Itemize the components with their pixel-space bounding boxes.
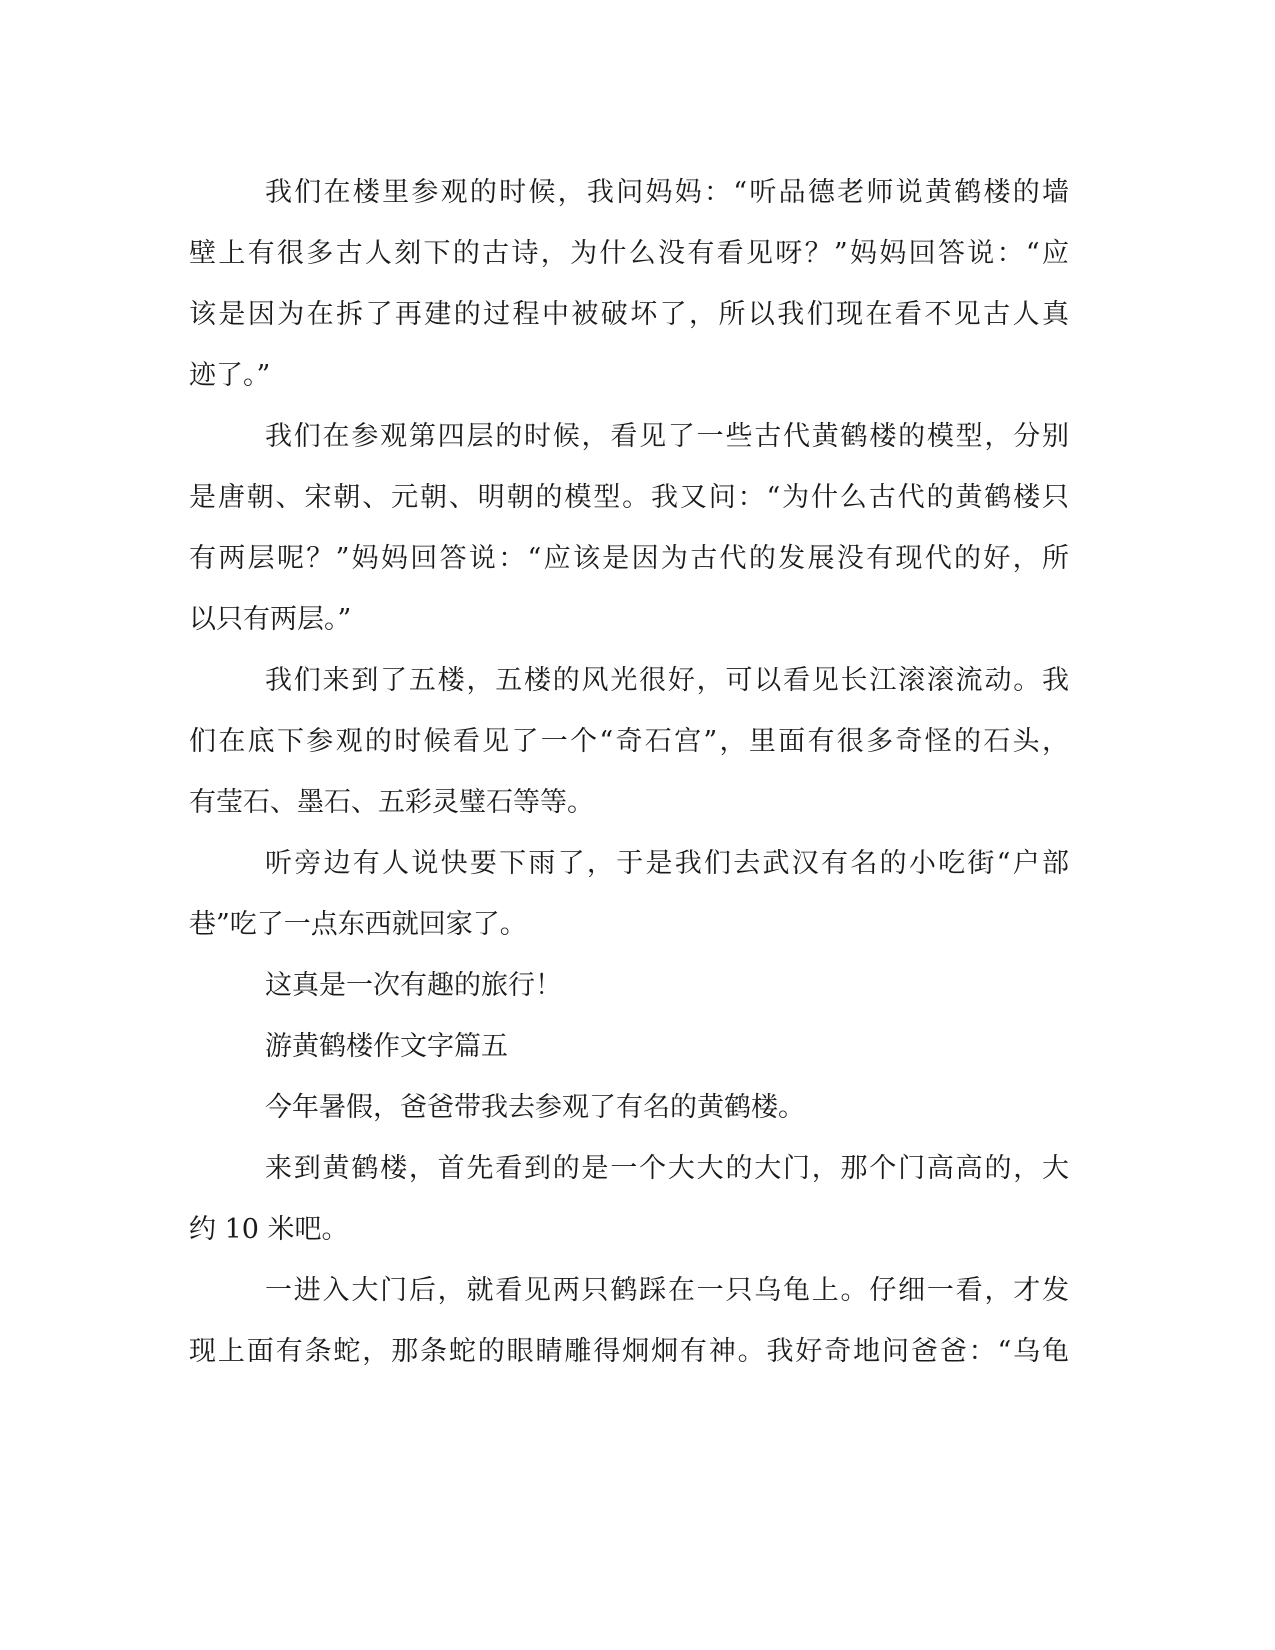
text-line: 迹了。” [189, 360, 271, 391]
paragraph [189, 650, 1069, 833]
text-line: 听旁边有人说快要下雨了，于是我们去武汉有名的小吃街“户部 [265, 848, 1069, 879]
text-line: 游黄鹤楼作文字篇五 [265, 1031, 508, 1062]
text-line: 一进入大门后，就看见两只鹤踩在一只乌龟上。仔细一看，才发 [265, 1275, 1069, 1306]
text-line: 以只有两层。” [189, 604, 352, 635]
text-line: 壁上有很多古人刻下的古诗，为什么没有看见呀？”妈妈回答说：“应 [189, 238, 1069, 269]
paragraph [189, 1077, 1069, 1138]
text-line: 约 10 米吧。 [189, 1214, 349, 1245]
text-line: 我们来到了五楼，五楼的风光很好，可以看见长江滚滚流动。我 [265, 665, 1069, 696]
paragraph [189, 162, 1069, 406]
text-line: 今年暑假，爸爸带我去参观了有名的黄鹤楼。 [265, 1092, 805, 1123]
paragraph [189, 955, 1069, 1016]
document-body [189, 162, 1069, 1382]
paragraph [189, 1260, 1069, 1382]
text-line: 们在底下参观的时候看见了一个“奇石宫”，里面有很多奇怪的石头， [189, 726, 1069, 757]
text-line: 有莹石、墨石、五彩灵璧石等等。 [189, 787, 594, 818]
text-line: 有两层呢？”妈妈回答说：“应该是因为古代的发展没有现代的好，所 [189, 543, 1069, 574]
paragraph [189, 833, 1069, 955]
paragraph [189, 1138, 1069, 1260]
text-line: 是唐朝、宋朝、元朝、明朝的模型。我又问：“为什么古代的黄鹤楼只 [189, 482, 1069, 513]
paragraph [189, 406, 1069, 650]
text-line: 现上面有条蛇，那条蛇的眼睛雕得炯炯有神。我好奇地问爸爸：“乌龟 [189, 1336, 1069, 1367]
text-line: 我们在参观第四层的时候，看见了一些古代黄鹤楼的模型，分别 [265, 421, 1069, 452]
text-line: 该是因为在拆了再建的过程中被破坏了，所以我们现在看不见古人真 [189, 299, 1069, 330]
text-line: 来到黄鹤楼，首先看到的是一个大大的大门，那个门高高的，大 [265, 1153, 1069, 1184]
section-title [189, 1016, 1069, 1077]
text-line: 我们在楼里参观的时候，我问妈妈：“听品德老师说黄鹤楼的墙 [265, 177, 1069, 208]
text-line: 这真是一次有趣的旅行！ [265, 970, 562, 1001]
text-line: 巷”吃了一点东西就回家了。 [189, 909, 527, 940]
